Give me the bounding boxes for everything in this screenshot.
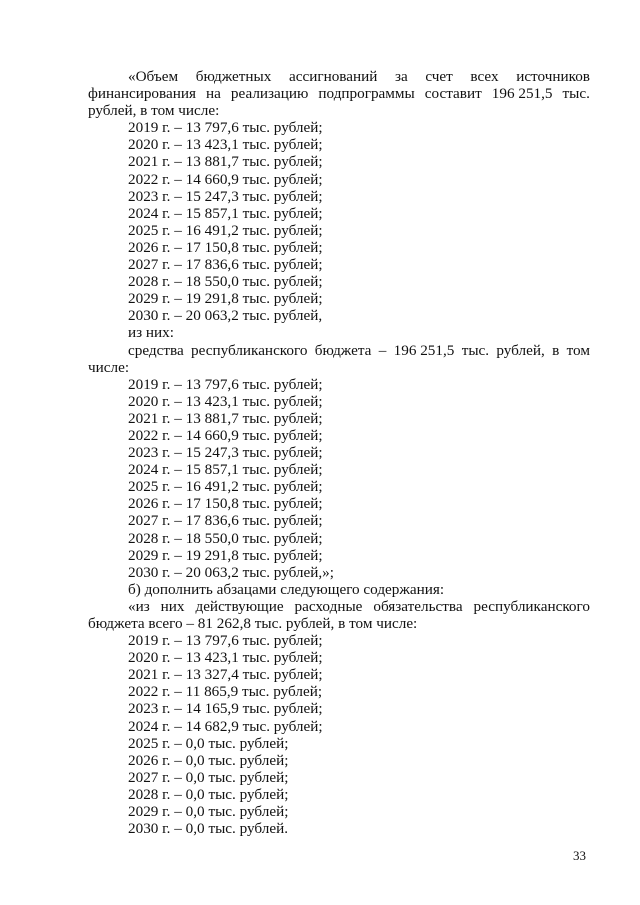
list-item: 2024 г. – 14 682,9 тыс. рублей; xyxy=(128,717,323,735)
word: расходные xyxy=(294,597,363,615)
list-item: 2020 г. – 13 423,1 тыс. рублей; xyxy=(128,649,323,667)
list-item: 2028 г. – 18 550,0 тыс. рублей; xyxy=(128,529,323,547)
list-item: 2019 г. – 13 797,6 тыс. рублей; xyxy=(128,375,323,393)
paragraph2-line2: числе: xyxy=(88,358,130,376)
list-item: 2023 г. – 15 247,3 тыс. рублей; xyxy=(128,187,323,205)
paragraph3-line1 xyxy=(88,598,590,615)
word: финансирования xyxy=(88,85,196,103)
list-item: 2022 г. – 14 660,9 тыс. рублей; xyxy=(128,170,323,188)
list-item: 2030 г. – 20 063,2 тыс. рублей, xyxy=(128,307,323,325)
word: бюджетных xyxy=(195,68,272,85)
list-item: 2027 г. – 0,0 тыс. рублей; xyxy=(128,768,289,786)
list-item: 2025 г. – 16 491,2 тыс. рублей; xyxy=(128,221,323,239)
word: действующие xyxy=(195,597,284,615)
word: 196 251,5 xyxy=(491,85,553,103)
word: счет xyxy=(425,68,453,85)
word: ассигнований xyxy=(288,68,378,85)
list-item: 2019 г. – 13 797,6 тыс. рублей; xyxy=(128,119,323,137)
word: составит xyxy=(424,85,482,103)
word: «из xyxy=(128,597,150,615)
word: обязательства xyxy=(373,597,463,615)
word: рублей, xyxy=(496,341,545,359)
word: – xyxy=(378,341,387,359)
list-item: 2029 г. – 19 291,8 тыс. рублей; xyxy=(128,290,323,308)
from-them-line: из них: xyxy=(128,324,174,342)
list-item: 2021 г. – 13 881,7 тыс. рублей; xyxy=(128,409,323,427)
list-item: 2024 г. – 15 857,1 тыс. рублей; xyxy=(128,461,323,479)
list-item: 2030 г. – 0,0 тыс. рублей. xyxy=(128,820,289,838)
word: них xyxy=(160,597,185,615)
list-item: 2022 г. – 14 660,9 тыс. рублей; xyxy=(128,426,323,444)
list-item: 2023 г. – 14 165,9 тыс. рублей; xyxy=(128,700,323,718)
paragraph1-line1 xyxy=(88,68,590,85)
list-item: 2021 г. – 13 881,7 тыс. рублей; xyxy=(128,153,323,171)
word: в xyxy=(552,341,560,359)
word: за xyxy=(395,68,408,85)
item-b-line: б) дополнить абзацами следующего содержания: xyxy=(128,580,445,598)
list-item: 2028 г. – 18 550,0 тыс. рублей; xyxy=(128,273,323,291)
list-item: 2030 г. – 20 063,2 тыс. рублей,»; xyxy=(128,563,334,581)
list-item: 2024 г. – 15 857,1 тыс. рублей; xyxy=(128,204,323,222)
list-item: 2029 г. – 0,0 тыс. рублей; xyxy=(128,803,289,821)
word: подпрограммы xyxy=(318,85,415,103)
word: средства xyxy=(128,341,184,359)
word: республиканского xyxy=(191,341,308,359)
list-item: 2028 г. – 0,0 тыс. рублей; xyxy=(128,785,289,803)
word: том xyxy=(566,341,590,359)
word: «Объем xyxy=(128,68,179,85)
list-item: 2029 г. – 19 291,8 тыс. рублей; xyxy=(128,546,323,564)
list-item: 2021 г. – 13 327,4 тыс. рублей; xyxy=(128,666,323,684)
list-item: 2025 г. – 0,0 тыс. рублей; xyxy=(128,734,289,752)
list-item: 2023 г. – 15 247,3 тыс. рублей; xyxy=(128,444,323,462)
list-item: 2027 г. – 17 836,6 тыс. рублей; xyxy=(128,256,323,274)
list-item: 2025 г. – 16 491,2 тыс. рублей; xyxy=(128,478,323,496)
list-item: 2019 г. – 13 797,6 тыс. рублей; xyxy=(128,632,323,650)
word: реализацию xyxy=(230,85,309,103)
word: 196 251,5 xyxy=(393,341,455,359)
paragraph2-line1 xyxy=(88,342,590,359)
paragraph3-line2: бюджета всего – 81 262,8 тыс. рублей, в том числе: xyxy=(88,615,418,632)
word: на xyxy=(206,85,221,103)
paragraph1-line3: рублей, в том числе: xyxy=(88,102,220,120)
list-item: 2026 г. – 17 150,8 тыс. рублей; xyxy=(128,238,323,256)
word: тыс. xyxy=(562,85,590,103)
word: тыс. xyxy=(461,341,490,359)
word: бюджета xyxy=(314,341,372,359)
word: республиканского xyxy=(473,597,590,615)
list-item: 2026 г. – 0,0 тыс. рублей; xyxy=(128,751,289,769)
list-item: 2022 г. – 11 865,9 тыс. рублей; xyxy=(128,683,323,701)
list-item: 2027 г. – 17 836,6 тыс. рублей; xyxy=(128,512,323,530)
page-number: 33 xyxy=(573,848,586,863)
list-item: 2020 г. – 13 423,1 тыс. рублей; xyxy=(128,136,323,154)
word: всех xyxy=(470,68,499,85)
list-item: 2020 г. – 13 423,1 тыс. рублей; xyxy=(128,392,323,410)
paragraph1-line2 xyxy=(88,85,590,102)
document-page xyxy=(88,68,590,837)
list-item: 2026 г. – 17 150,8 тыс. рублей; xyxy=(128,495,323,513)
word: источников xyxy=(516,68,590,85)
